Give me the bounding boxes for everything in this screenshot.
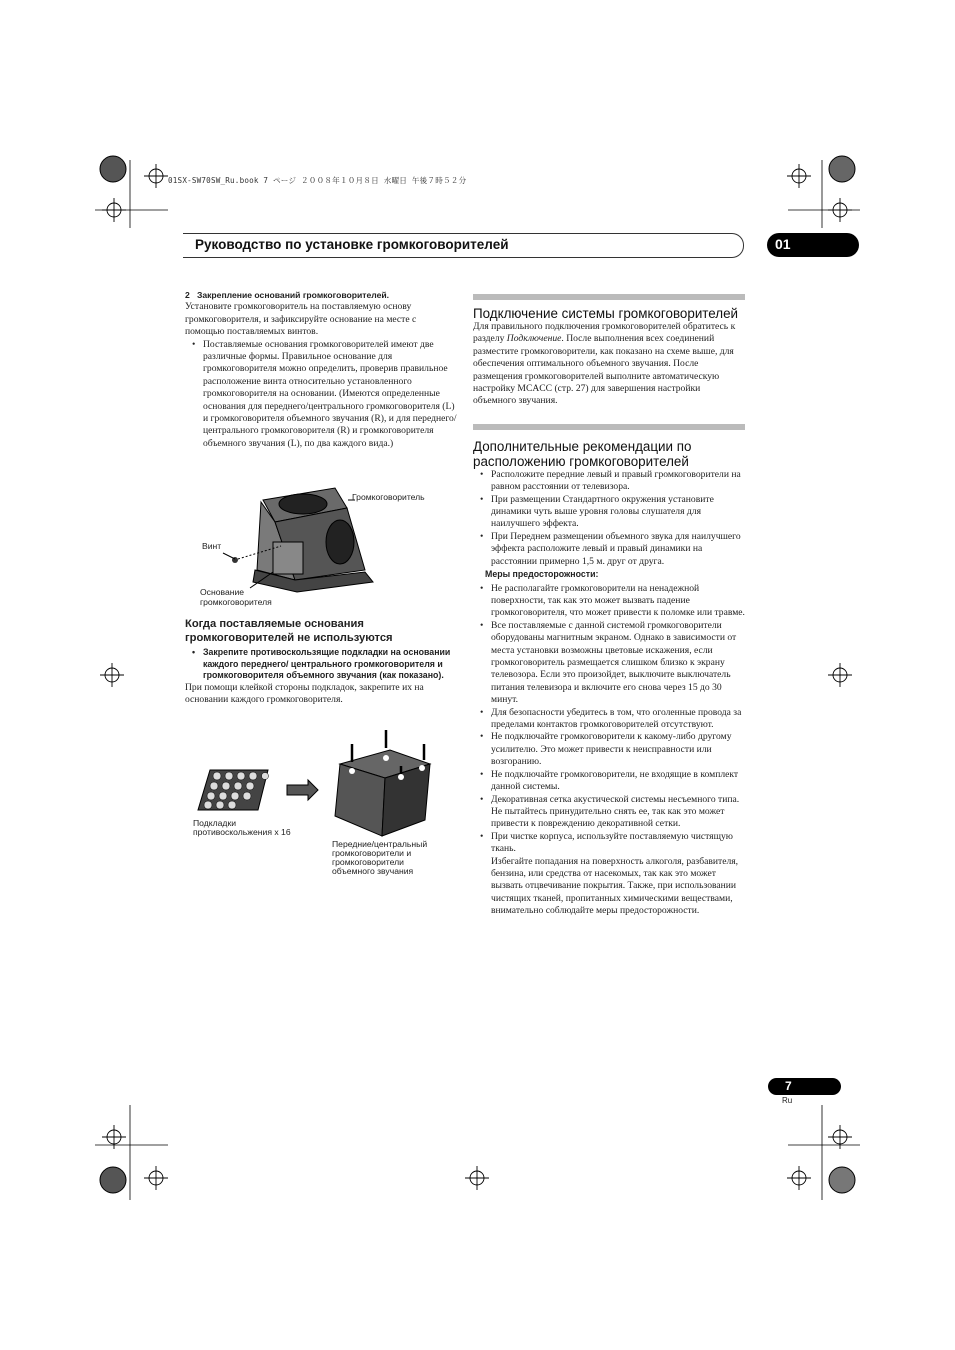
chapter-number: 01: [775, 236, 791, 252]
label-screw: Винт: [202, 541, 222, 551]
placement-bullet: • При размещении Стандартного окружения установите динамики чуть выше уровня головы слушателя для наилучшего эффекта.: [473, 494, 745, 531]
caution-bullet: • Все поставляемые с данной системой громкоговорители оборудованы магнитным экраном. Однако в зависимости от места установки возможны цветовые искажения, если громкоговоритель размещается слишком близко к экрану телевозора. Если это произойдет, выключите выключатель питания телевизора и включите его снова через 15 до 30 минут.: [473, 620, 745, 707]
caution-bullet: • Для безопасности убедитесь в том, что оголенные провода за пределами контактов громкоговорителей отсутствуют.: [473, 707, 745, 732]
no-base-section: [185, 618, 457, 706]
label-base-1: Основание: [200, 587, 245, 597]
pads-label-2: противоскольжения х 16: [193, 827, 291, 837]
connection-text: Для правильного подключения громкоговорителей обратитесь к разделу Подключение. После выполнения всех соединений разместите громкоговорители, как показано на схеме выше, для обеспечения оптимального объемного звучания. После размещения громкоговорителей выполните автоматическую настройку MCACC (стр. 27) для завершения настройки объемного звучания.: [473, 321, 736, 407]
placement-title: Дополнительные рекомендации по расположению громкоговорителей: [473, 438, 692, 469]
connection-title: Подключение системы громкоговорителей: [473, 306, 739, 321]
language-code: Ru: [782, 1096, 793, 1105]
caution-bullet: • Не располагайте громкоговорители на ненадежной поверхности, так как это может вызвать падение громкоговорителя, что может привести к поломке или травме.: [473, 583, 745, 620]
step-text: Установите громкоговоритель на поставляемую основу громкоговорителя, и зафиксируйте основание на месте с помощью поставляемых винтов.: [185, 301, 417, 338]
speakers-label-2: громкоговорители и: [332, 848, 412, 858]
cleaning-extra: Избегайте попадания на поверхность алкоголя, разбавителя, бензина, или средства от насекомых, так как это может вызвать отцвечивание покрытия. Также, при использовании чистящих тканей, пропитанных химическими веществами, внимательно соблюдайте меры предосторожности.: [491, 855, 739, 917]
step-bullet: • Поставляемые основания громкоговорителей имеют две различные формы. Правильное основание для громкоговорителя можно определить, проверив правильное расположение винта относительно установленного громкоговорителя на основании. (Имеются определенные основания для переднего/центрального громкоговорителя (L) и громкоговорителя объемного звучания (R), и для переднего/центрального громкоговорителя (R) и громкоговорителя объемного звучания (L), по два каждого вида.): [185, 339, 457, 451]
section-rule: [473, 424, 745, 430]
no-base-text: При помощи клейкой стороны подкладок, закрепите их на основании каждого громкоговорителя.: [185, 681, 424, 705]
page-title: Руководство по установке громкоговорителей: [195, 237, 509, 252]
chapter-badge: [767, 233, 859, 257]
no-base-title: Когда поставляемые основания громкоговорителей не используются: [185, 618, 393, 644]
step-number: 2: [185, 290, 190, 300]
caution-bullet: • Не подключайте громкоговорители, не входящие в комплект данной системы.: [473, 769, 745, 794]
pads-label-1: Подкладки: [193, 818, 237, 828]
connection-link: Подключение: [506, 333, 562, 345]
caution-bullet: • Не подключайте громкоговорители к какому-либо другому усилителю. Это может привести к неисправности или возгоранию.: [473, 731, 745, 768]
no-base-bullet: • Закрепите противоскользящие подкладки на основании каждого переднего/ центрального громкоговорителя и громкоговорителя объемного звучания (как показано).: [185, 647, 457, 682]
placement-bullet: • При Переднем размещении объемного звука для наилучшего эффекта расположите левый и правый динамики на расстоянии примерно 1,5 м. друг от друга.: [473, 531, 745, 568]
speakers-label-4: объемного звучания: [332, 866, 414, 876]
step-heading: [185, 289, 457, 301]
label-speaker: Громкоговоритель: [352, 492, 425, 502]
page-number: 7: [785, 1079, 792, 1093]
caution-title: Меры предосторожности:: [485, 569, 599, 580]
speakers-label-1: Передние/центральный: [332, 839, 428, 849]
page-number-badge: [768, 1078, 841, 1095]
book-file-line: 01SX-SW70SW_Ru.book 7 ページ ２００８年１０月８日 水曜日 午後７時５２分: [168, 176, 467, 185]
caution-bullet: • Декоративная сетка акустической системы несъемного типа. Не пытайтесь принудительно снять ее, так как это может привести к повреждению декоративной сетки.: [473, 794, 745, 831]
label-base-2: громкоговорителя: [200, 597, 272, 607]
speakers-label-3: громкоговорители: [332, 857, 404, 867]
section-rule: [473, 294, 745, 300]
placement-bullet: • Расположите передние левый и правый громкоговорители на равном расстоянии от телевизора.: [473, 469, 745, 494]
caution-bullet: • При чистке корпуса, используйте поставляемую чистящую ткань.: [473, 831, 745, 856]
left-column: [185, 289, 457, 450]
step-title: Закрепление оснований громкоговорителей.: [196, 290, 390, 300]
right-column: [473, 294, 745, 918]
page-title-bar: [183, 233, 744, 258]
